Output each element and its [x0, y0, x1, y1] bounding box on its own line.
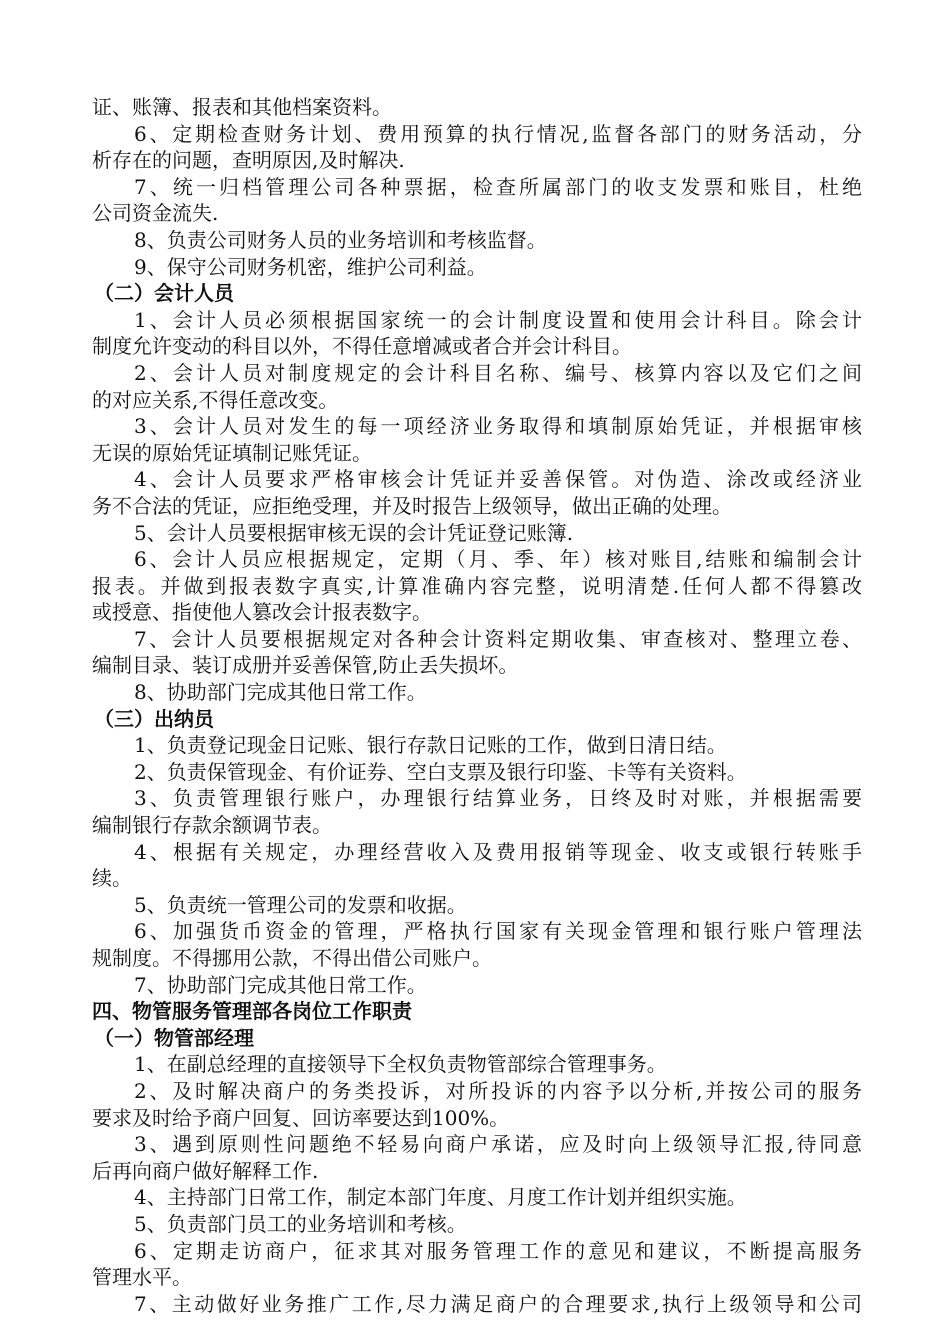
- paragraph-line: 要求及时给予商户回复、回访率要达到100%。: [92, 1105, 510, 1130]
- paragraph-line: 7、主动做好业务推广工作,尽力满足商户的合理要求,执行上级领导和公司: [134, 1291, 862, 1316]
- paragraph-line: 析存在的问题，查明原因,及时解决.: [92, 148, 405, 173]
- chapter-heading: 四、物管服务管理部各岗位工作职责: [92, 999, 412, 1024]
- paragraph-line: 7、统一归档管理公司各种票据，检查所属部门的收支发票和账目，杜绝: [134, 174, 862, 199]
- section-heading: （一）物管部经理: [94, 1025, 254, 1050]
- paragraph-line: 5、负责统一管理公司的发票和收据。: [134, 892, 467, 917]
- paragraph-line: 无误的原始凭证填制记账凭证。: [92, 440, 372, 465]
- paragraph-line: 报表。并做到报表数字真实,计算准确内容完整，说明清楚.任何人都不得篡改: [92, 573, 862, 598]
- paragraph-line: 编制目录、装订成册并妥善保管,防止丢失损坏。: [92, 653, 519, 678]
- paragraph-line: 8、协助部门完成其他日常工作。: [134, 680, 427, 705]
- paragraph-line: 7、会计人员要根据规定对各种会计资料定期收集、审查核对、整理立卷、: [134, 626, 862, 651]
- paragraph-line: 6、定期走访商户，征求其对服务管理工作的意见和建议，不断提高服务: [134, 1238, 862, 1263]
- paragraph-line: 2、及时解决商户的务类投诉，对所投诉的内容予以分析,并按公司的服务: [134, 1078, 862, 1103]
- paragraph-line: 制度允许变动的科目以外，不得任意增减或者合并会计科目。: [92, 334, 632, 359]
- paragraph-line: 证、账簿、报表和其他档案资料。: [92, 95, 392, 119]
- paragraph-line: 4、主持部门日常工作，制定本部门年度、月度工作计划并组织实施。: [134, 1185, 747, 1210]
- paragraph-line: 的对应关系,不得任意改变。: [92, 387, 339, 412]
- paragraph-line: 1、在副总经理的直接领导下全权负责物管部综合管理事务。: [134, 1052, 667, 1077]
- paragraph-line: 规制度。不得挪用公款，不得出借公司账户。: [92, 946, 492, 970]
- paragraph-line: 3、遇到原则性问题绝不轻易向商户承诺，应及时向上级领导汇报,待同意: [134, 1132, 862, 1157]
- paragraph-line: 4、根据有关规定，办理经营收入及费用报销等现金、收支或银行转账手: [134, 839, 862, 864]
- paragraph-line: 9、保守公司财务机密，维护公司利益。: [134, 254, 487, 279]
- paragraph-line: 公司资金流失.: [92, 201, 219, 226]
- paragraph-line: 1、负责登记现金日记账、银行存款日记账的工作，做到日清日结。: [134, 733, 727, 758]
- paragraph-line: 务不合法的凭证，应拒绝受理，并及时报告上级领导，做出正确的处理。: [92, 493, 732, 518]
- paragraph-line: 2、负责保管现金、有价证券、空白支票及银行印鉴、卡等有关资料。: [134, 759, 747, 784]
- paragraph-line: 5、负责部门员工的业务培训和考核。: [134, 1211, 467, 1236]
- paragraph-line: 编制银行存款余额调节表。: [92, 813, 332, 838]
- document-body: [92, 94, 862, 1317]
- paragraph-line: 3、会计人员对发生的每一项经济业务取得和填制原始凭证，并根据审核: [134, 414, 862, 439]
- paragraph-line: 后再向商户做好解释工作.: [92, 1158, 319, 1183]
- paragraph-line: 4、会计人员要求严格审核会计凭证并妥善保管。对伪造、涂改或经济业: [134, 467, 862, 492]
- section-heading: （三）出纳员: [94, 706, 214, 731]
- paragraph-line: 3、负责管理银行账户，办理银行结算业务，日终及时对账，并根据需要: [134, 786, 862, 811]
- paragraph-line: 5、会计人员要根据审核无误的会计凭证登记账簿.: [134, 520, 574, 545]
- paragraph-line: 8、负责公司财务人员的业务培训和考核监督。: [134, 227, 547, 252]
- paragraph-line: 或授意、指使他人篡改会计报表数字。: [92, 600, 432, 625]
- paragraph-line: 2、会计人员对制度规定的会计科目名称、编号、核算内容以及它们之间: [134, 360, 862, 385]
- paragraph-line: 1、会计人员必须根据国家统一的会计制度设置和使用会计科目。除会计: [134, 307, 862, 332]
- paragraph-line: 管理水平。: [92, 1265, 192, 1290]
- paragraph-line: 6、会计人员应根据规定，定期（月、季、年）核对账目,结账和编制会计: [134, 547, 862, 572]
- paragraph-line: 续。: [92, 866, 132, 891]
- paragraph-line: 6、加强货币资金的管理，严格执行国家有关现金管理和银行账户管理法: [134, 919, 862, 944]
- paragraph-line: 7、协助部门完成其他日常工作。: [134, 972, 427, 997]
- section-heading: （二）会计人员: [94, 281, 234, 306]
- paragraph-line: 6、定期检查财务计划、费用预算的执行情况,监督各部门的财务活动，分: [134, 121, 862, 146]
